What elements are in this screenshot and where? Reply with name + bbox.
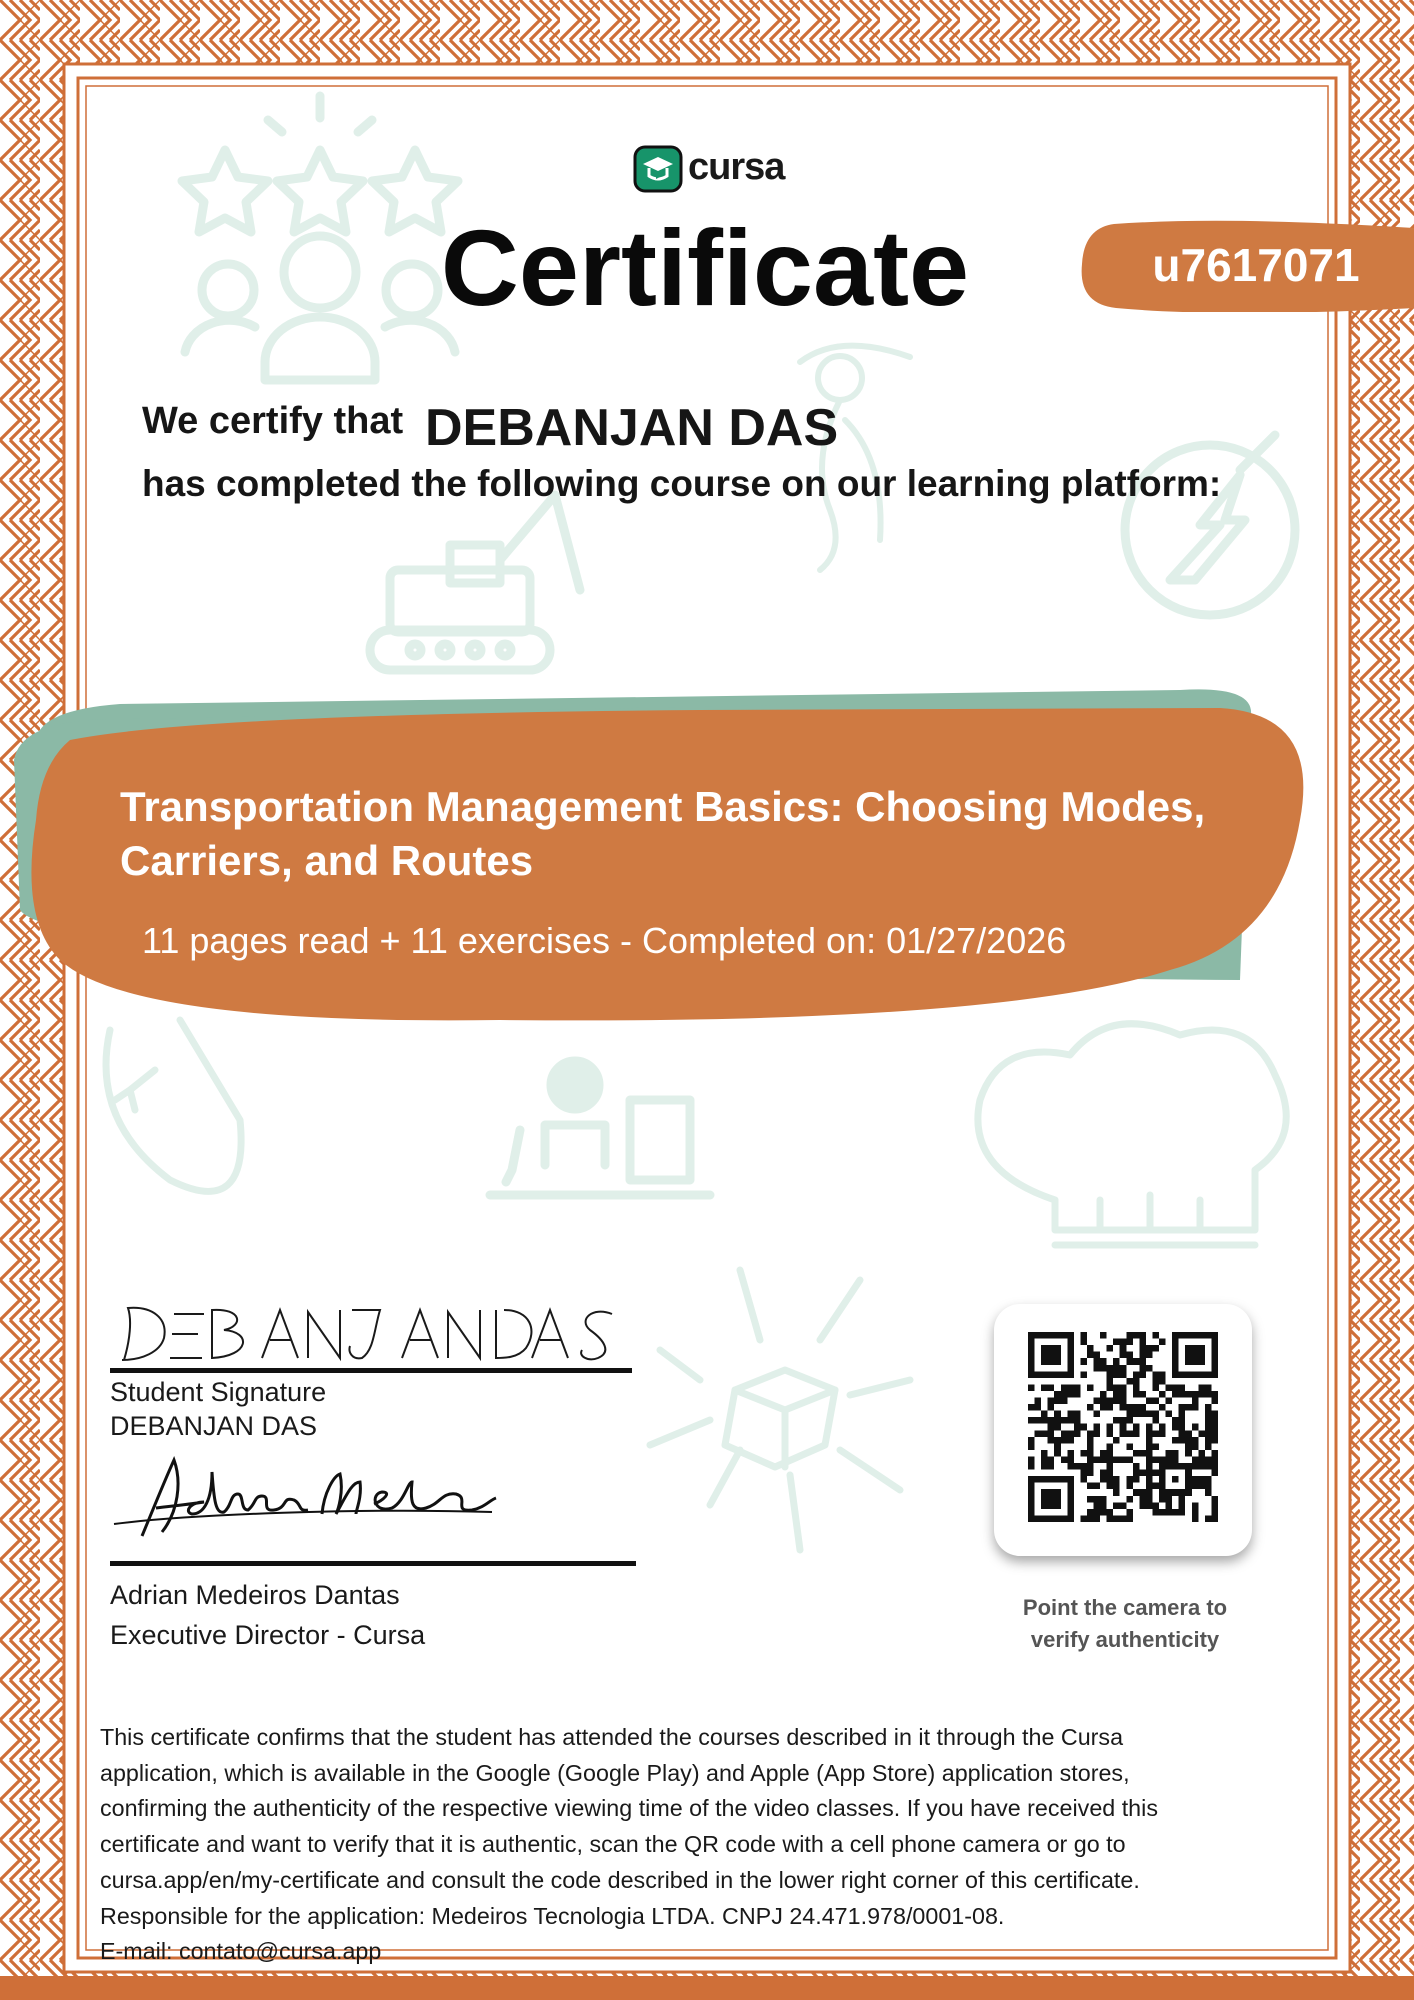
director-name: Adrian Medeiros Dantas xyxy=(110,1580,400,1610)
qr-caption-line2: verify authenticity xyxy=(1030,1627,1220,1652)
footer-line: certificate and want to verify that it is authentic, scan the QR code with a cell phone camera or go to xyxy=(100,1831,1126,1858)
cursa-logo xyxy=(632,140,785,196)
footer-line: application, which is available in the Google (Google Play) and Apple (App Store) application stores, xyxy=(100,1759,1130,1786)
completion-statement: has completed the following course on our learning platform: xyxy=(142,463,1222,504)
qr-code-card[interactable] xyxy=(994,1304,1252,1556)
cashier-icon xyxy=(490,1061,710,1195)
certificate-code-badge xyxy=(1076,220,1414,312)
qr-code[interactable] xyxy=(1028,1332,1218,1522)
footer-line: confirming the authenticity of the respective viewing time of the video classes. If you have received this xyxy=(100,1795,1158,1822)
qr-caption xyxy=(980,1592,1270,1656)
director-signature-line xyxy=(110,1561,636,1566)
footer-legal-text xyxy=(100,1720,1330,1970)
director-title: Executive Director - Cursa xyxy=(110,1620,426,1650)
director-signature-script xyxy=(112,1452,512,1552)
chef-hat-icon xyxy=(978,1024,1286,1245)
student-signature-line xyxy=(110,1368,632,1373)
certificate-title: Certificate xyxy=(440,207,970,328)
certificate-code: u7617071 xyxy=(1152,239,1360,291)
student-name: DEBANJAN DAS xyxy=(425,399,839,457)
excavator-icon xyxy=(370,495,580,670)
course-title: Transportation Management Basics: Choosing Modes, Carriers, and Routes xyxy=(120,783,1206,884)
graduation-cap-play-icon xyxy=(632,142,684,194)
box-network-icon xyxy=(650,1270,910,1550)
footer-line: This certificate confirms that the student has attended the courses described in it through the Cursa xyxy=(100,1724,1124,1750)
footer-line: cursa.app/en/my-certificate and consult the code described in the lower right corner of this certificate. xyxy=(100,1866,1140,1893)
certify-prefix: We certify that xyxy=(142,400,404,442)
qr-caption-line1: Point the camera to xyxy=(1022,1595,1228,1620)
course-completion-details: 11 pages read + 11 exercises - Completed on: 01/27/2026 xyxy=(142,920,1067,961)
logo-wordmark: cursa xyxy=(688,146,785,188)
student-signature-label: Student Signature xyxy=(110,1377,327,1407)
student-signature-script xyxy=(112,1300,632,1370)
footer-line: Responsible for the application: Medeiros Tecnologia LTDA. CNPJ 24.471.978/0001-08. xyxy=(100,1902,1005,1929)
footer-line: E-mail: contato@cursa.app xyxy=(100,1938,382,1965)
student-signature-name: DEBANJAN DAS xyxy=(110,1411,318,1441)
tools-icon xyxy=(1125,435,1295,615)
